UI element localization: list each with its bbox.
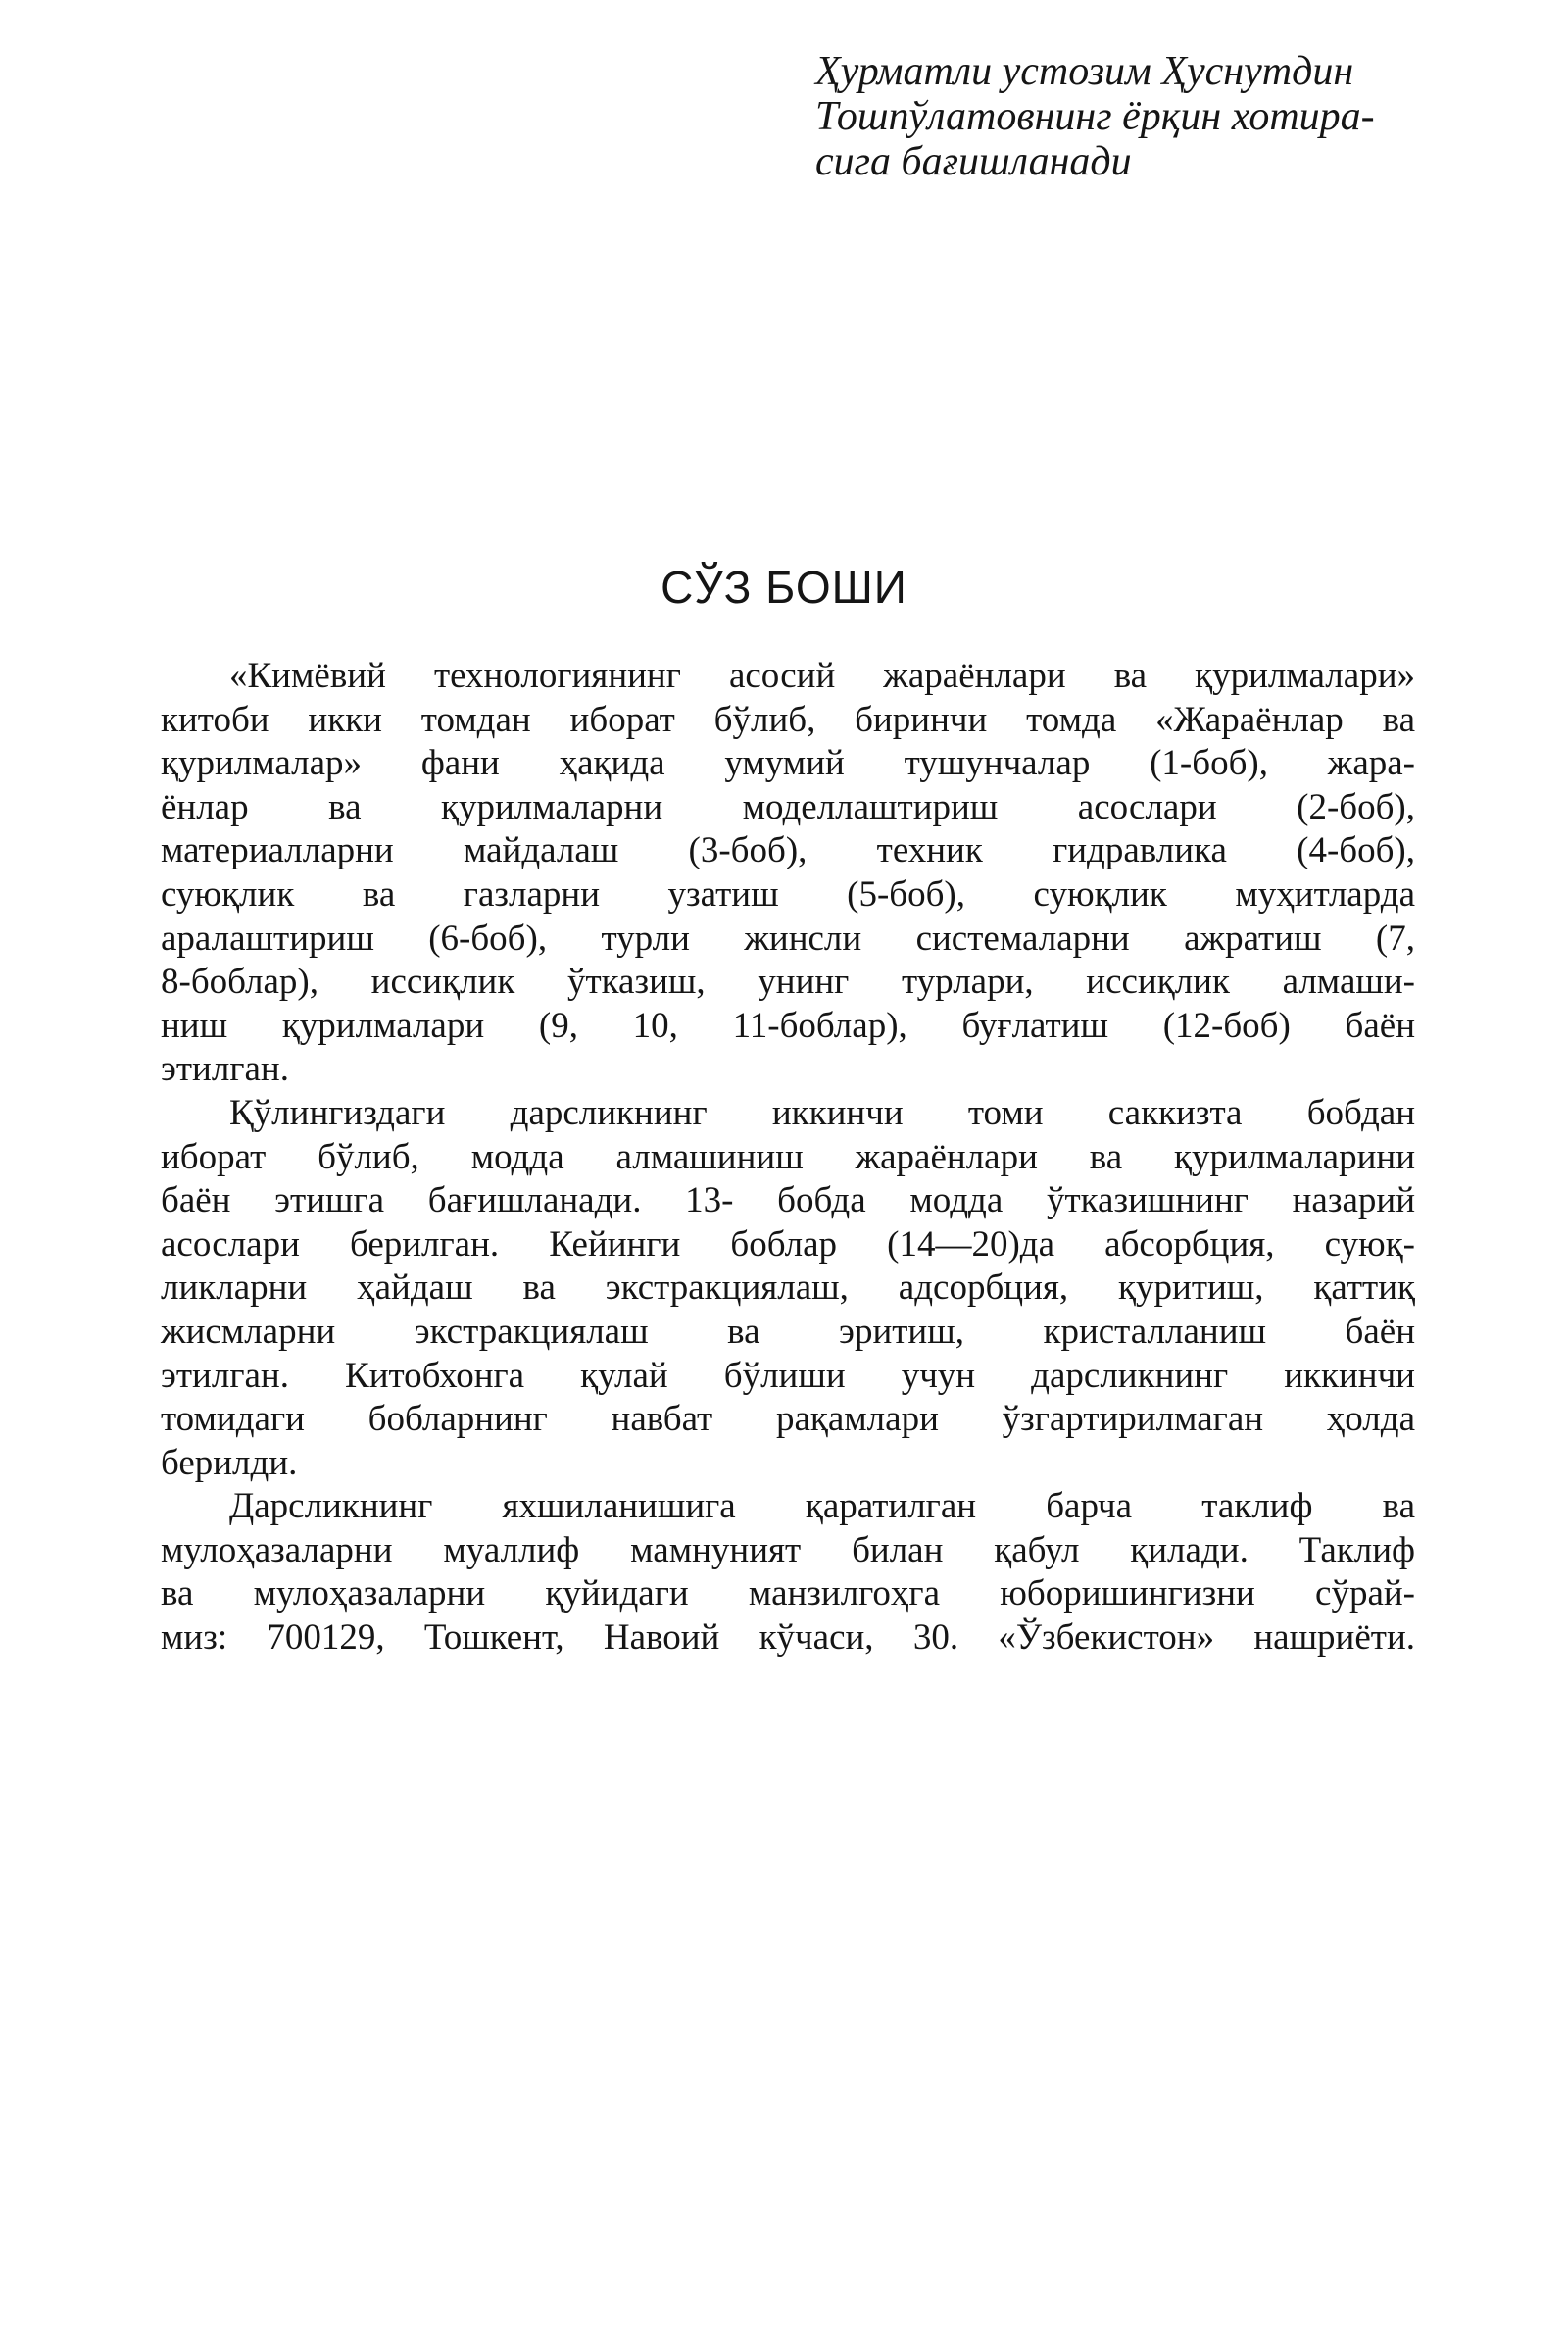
text-line: баён этишга бағишланади. 13- бобда модда ўтказишнинг назарий [161,1180,1415,1221]
paragraph-2 [161,1092,1415,1485]
text-line: берилди. [161,1442,298,1483]
paragraph-3 [161,1485,1415,1660]
page-title: СЎЗ БОШИ [661,562,907,613]
text-line: 8-боблар), иссиқлик ўтказиш, унинг турлари, иссиқлик алмаши- [161,962,1415,1003]
dedication-line: Ҳурматли устозим Ҳуснутдин [815,49,1354,94]
text-line: асослари берилган. Кейинги боблар (14—20)да абсорбция, суюқ- [161,1223,1415,1265]
preface-body [161,655,1415,1661]
text-line: ликларни ҳайдаш ва экстракциялаш, адсорбция, қуритиш, қаттиқ [161,1267,1415,1309]
text-line: этилган. Китобхонга қулай бўлиши учун дарсликнинг иккинчи [161,1355,1415,1396]
text-line: аралаштириш (6-боб), турли жинсли системаларни ажратиш (7, [161,918,1415,959]
text-line: миз: 700129, Тошкент, Навоий кўчаси, 30. «Ўзбекистон» нашриёти. [161,1617,1415,1659]
text-line: мулоҳазаларни муаллиф мамнуният билан қабул қилади. Таклиф [161,1529,1415,1570]
text-line: томидаги бобларнинг навбат рақамлари ўзгартирилмаган ҳолда [161,1399,1415,1440]
text-line: қурилмалар» фани ҳақида умумий тушунчалар (1-боб), жара- [161,743,1415,784]
text-line: ёнлар ва қурилмаларни моделлаштириш асослари (2-боб), [161,786,1415,827]
text-line: ниш қурилмалари (9, 10, 11-боблар), буғлатиш (12-боб) баён [161,1005,1415,1046]
text-line: Дарсликнинг яхшиланишига қаратилган барча таклиф ва [229,1486,1415,1527]
text-line: Қўлингиздаги дарсликнинг иккинчи томи саккизта бобдан [229,1092,1415,1133]
text-line: иборат бўлиб, модда алмашиниш жараёнлари ва қурилмаларини [161,1136,1415,1177]
text-line: «Кимёвий технологиянинг асосий жараёнлари ва қурилмалари» [229,656,1415,696]
text-line: ва мулоҳазаларни қуйидаги манзилгоҳга юборишингизни сўрай- [161,1573,1415,1614]
text-line: этилган. [161,1049,289,1090]
dedication-epigraph [815,49,1443,184]
paragraph-1 [161,655,1415,1092]
dedication-line: Тошпўлатовнинг ёрқин хотира- [815,94,1375,139]
text-line: материалларни майдалаш (3-боб), техник гидравлика (4-боб), [161,830,1415,871]
text-line: жисмларни экстракциялаш ва эритиш, кристалланиш баён [161,1311,1415,1352]
text-line: китоби икки томдан иборат бўлиб, биринчи томда «Жараёнлар ва [161,699,1415,740]
text-line: суюқлик ва газларни узатиш (5-боб), суюқлик муҳитларда [161,873,1415,915]
dedication-line: сига бағишланади [815,139,1132,184]
